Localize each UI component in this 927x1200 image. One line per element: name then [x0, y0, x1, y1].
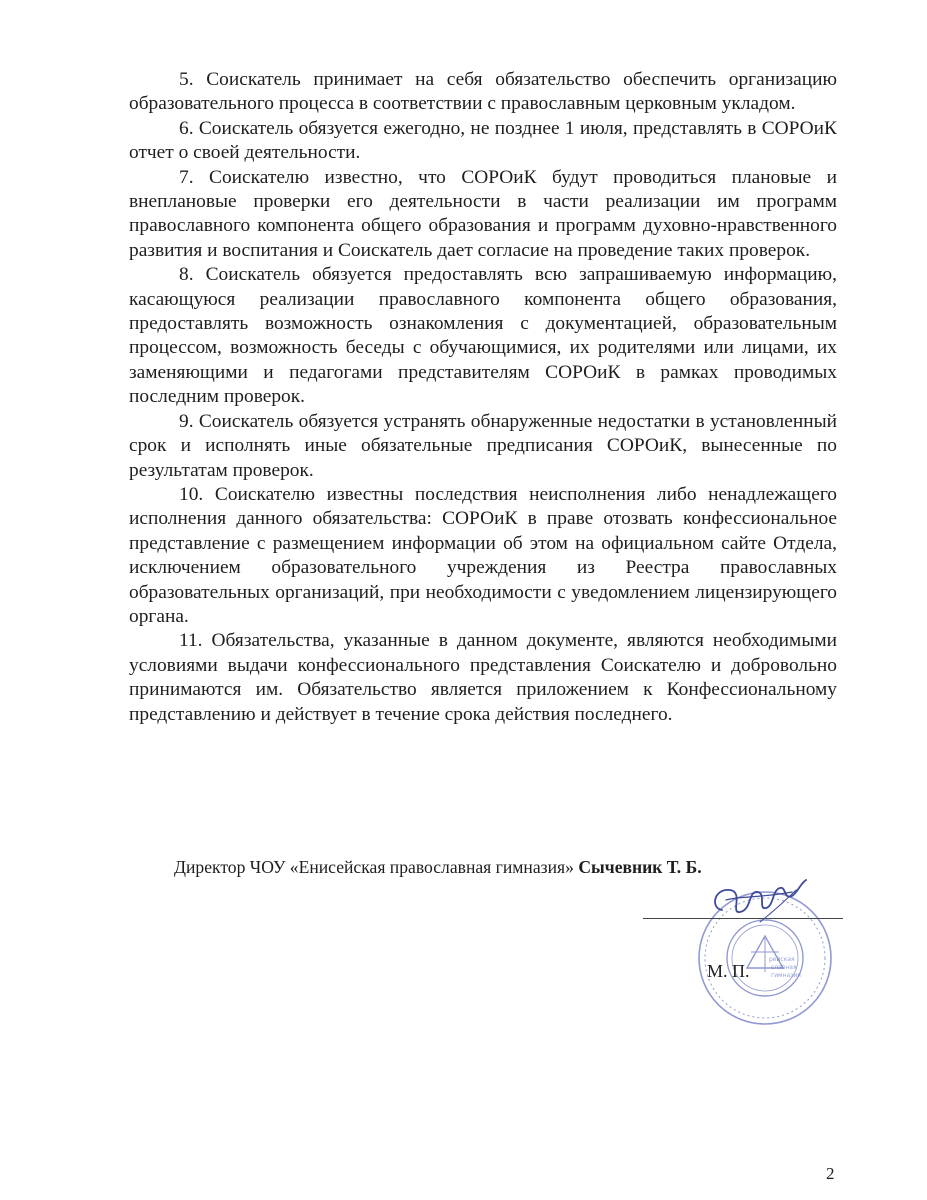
signatory-position: Директор ЧОУ «Енисейская православная гимназия»	[174, 857, 574, 877]
seal-placeholder-label: М. П.	[707, 961, 750, 981]
paragraph-9: 9. Соискатель обязуется устранять обнаруженные недостатки в установленный срок и исполнять иные обязательные предписания СОРОиК, вынесенные по результатам проверок.	[129, 410, 837, 481]
paragraph-8: 8. Соискатель обязуется предоставлять всю запрашиваемую информацию, касающуюся реализации православного компонента общего образования, предоставлять возможность ознакомления с документацией, образовательным процессом, возможность беседы с обучающимися, их родителями или лицами, их заменяющими и педагогами представителям СОРОиК в рамках проводимых последним проверок.	[129, 264, 837, 408]
page-number: 2	[826, 1164, 835, 1183]
svg-text:гимназия: гимназия	[771, 972, 801, 979]
signatory-name: Сычевник Т. Б.	[578, 857, 702, 877]
paragraph-6: 6. Соискатель обязуется ежегодно, не позднее 1 июля, представлять в СОРОиК отчет о своей деятельности.	[129, 117, 837, 164]
paragraph-11: 11. Обязательства, указанные в данном документе, являются необходимыми условиями выдачи конфессионального представления Соискателю и добровольно принимаются им. Обязательство является приложением к Конфессиональному представлению и действует в течение срока действия последнего.	[129, 630, 837, 725]
document-body	[129, 68, 837, 727]
paragraph-10: 10. Соискателю известны последствия неисполнения либо ненадлежащего исполнения данного обязательства: СОРОиК в праве отозвать конфессиональное представление с размещением информации об этом на официальном сайте Отдела, исключением образовательного учреждения из Реестра православных образовательных организаций, при необходимости с уведомлением лицензирующего органа.	[129, 483, 837, 627]
handwritten-signature	[700, 870, 810, 930]
svg-text:славная: славная	[771, 964, 797, 971]
svg-text:рейская: рейская	[769, 956, 795, 963]
paragraph-7: 7. Соискателю известно, что СОРОиК будут проводиться плановые и внеплановые проверки его деятельности в части реализации им программ православного компонента общего образования и программ духовно-нравственного развития и воспитания и Соискатель дает согласие на проведение таких проверок.	[129, 166, 837, 261]
paragraph-5: 5. Соискатель принимает на себя обязательство обеспечить организацию образовательного процесса в соответствии с православным церковным укладом.	[129, 69, 837, 115]
signatory-line	[174, 857, 702, 878]
